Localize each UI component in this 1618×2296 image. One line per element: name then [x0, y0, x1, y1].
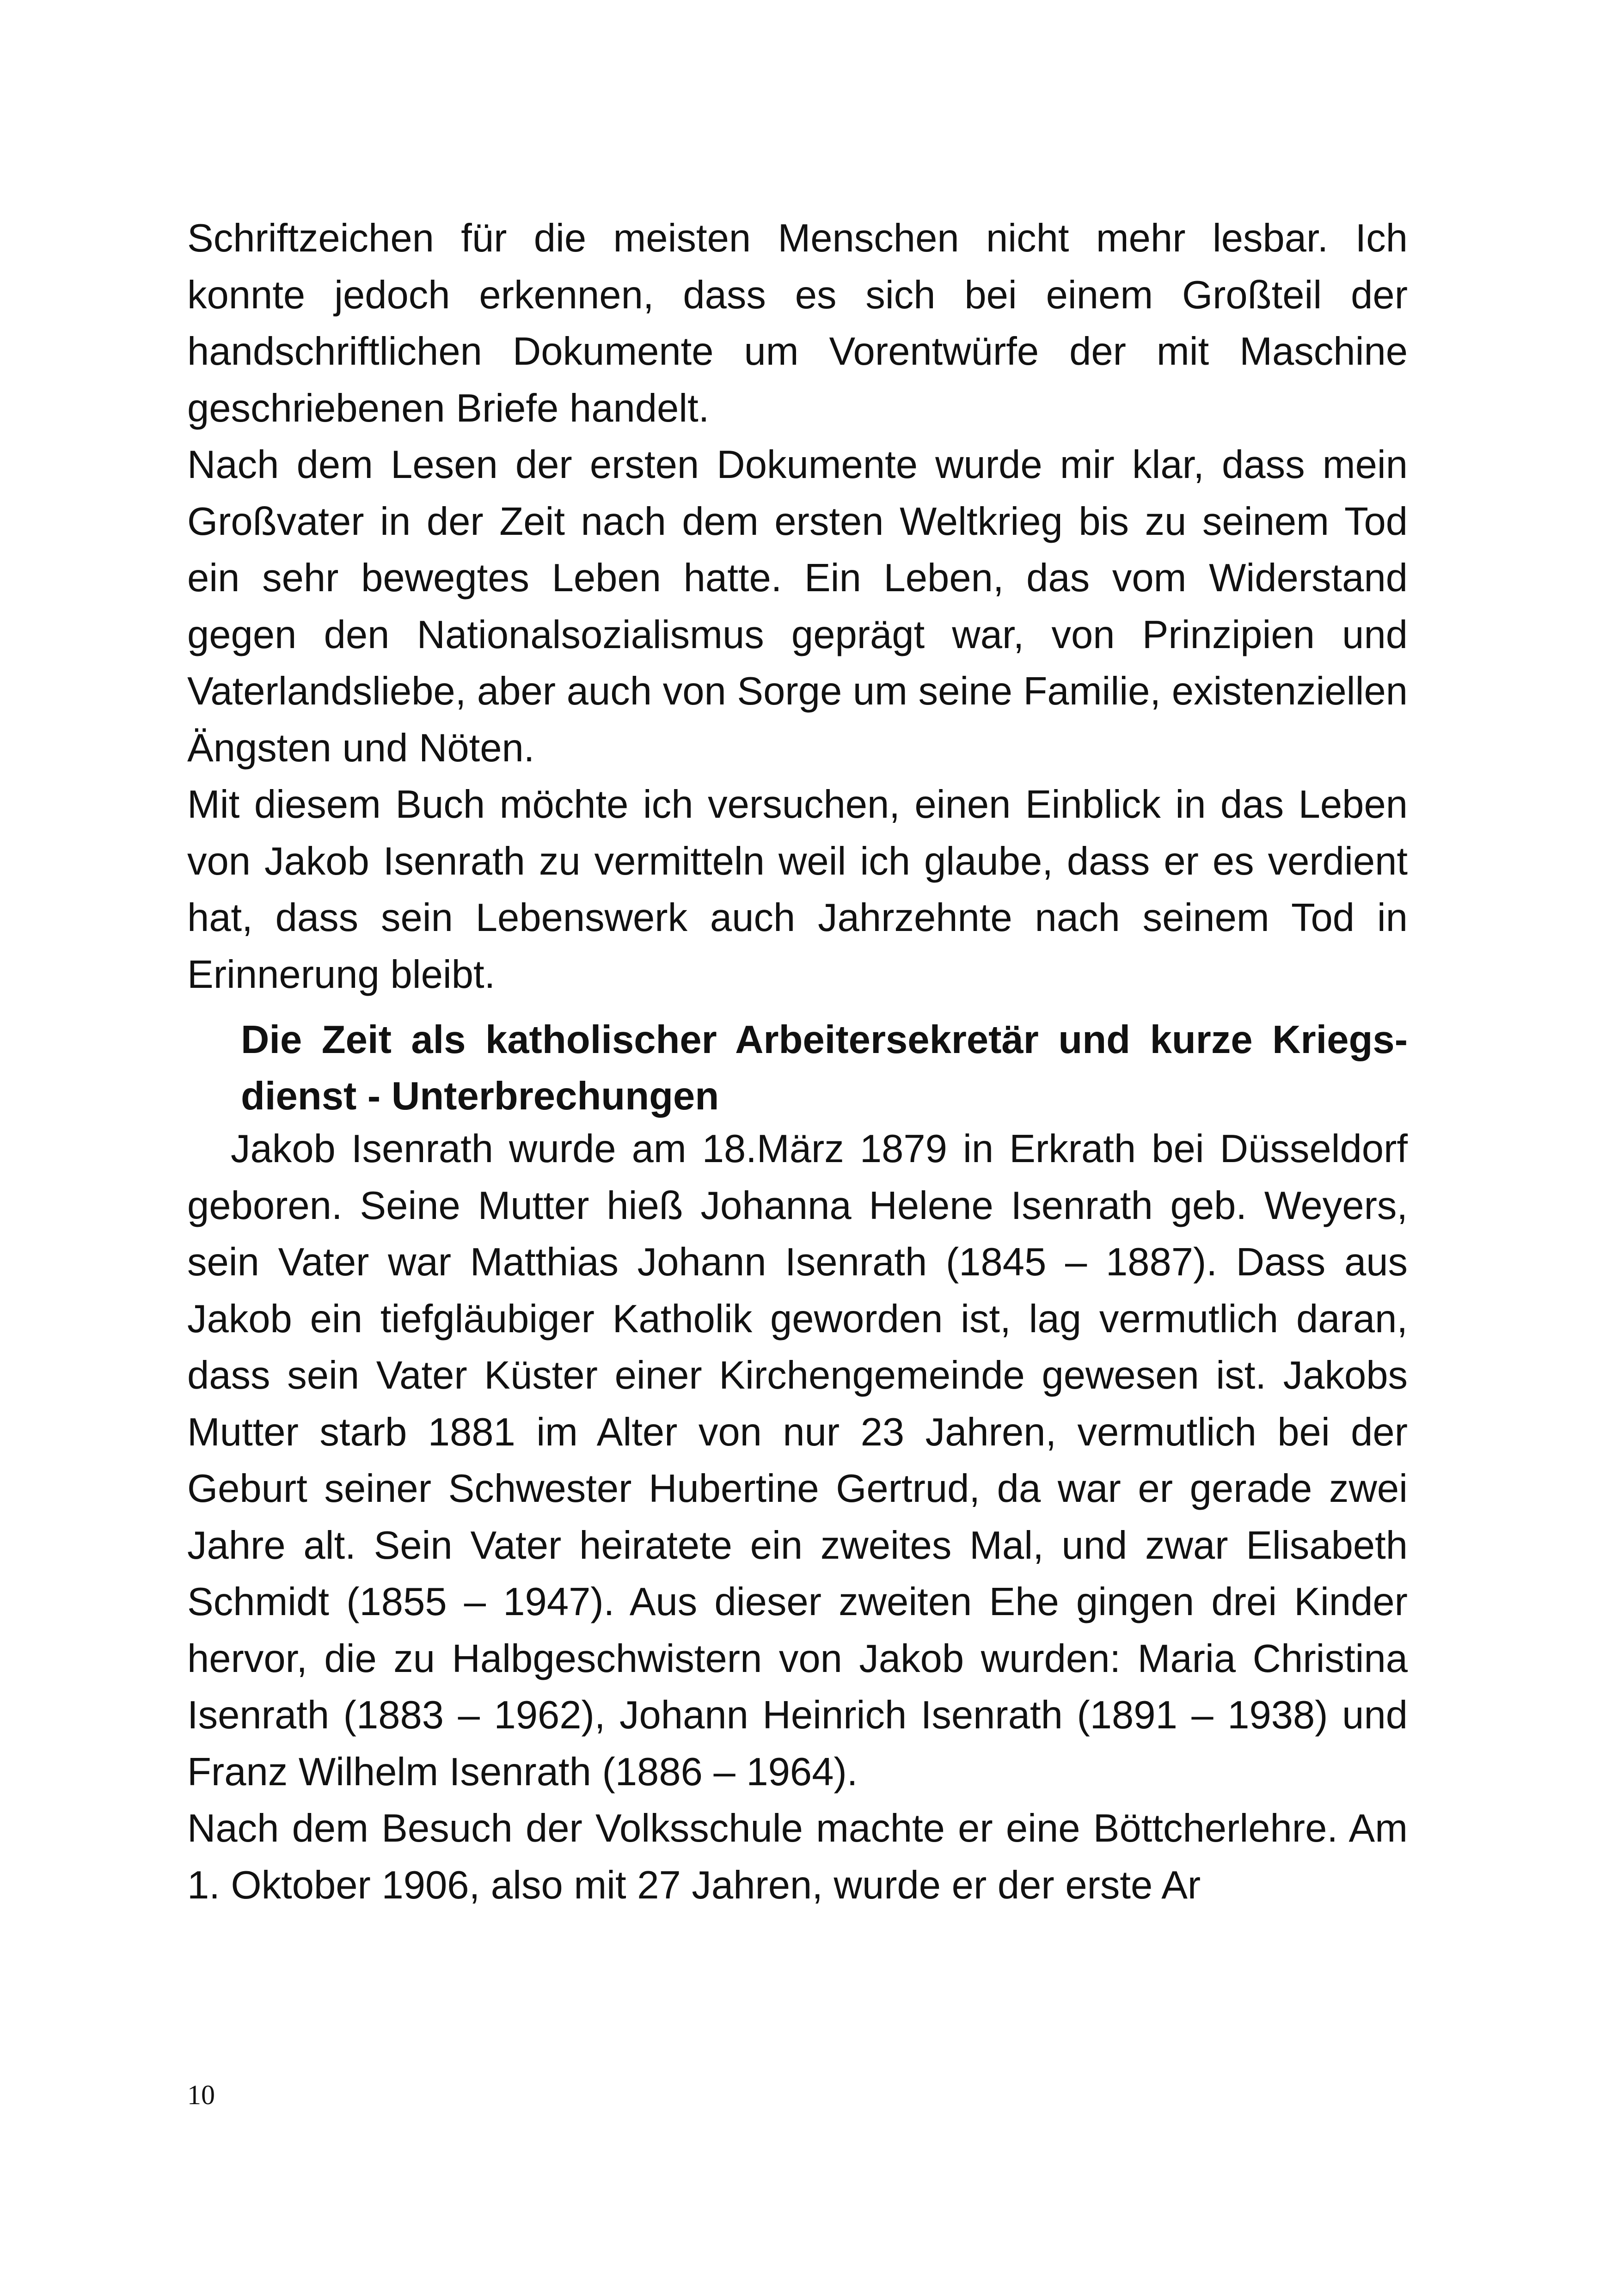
- page-number: 10: [187, 2080, 215, 2110]
- body-paragraph-1: Jakob Isenrath wurde am 18.März 1879 in Erkrath bei Düsseldorf geboren. Seine Mutter hieß Johanna Helene Isenrath geb. Weyers, sein Vater war Matthias Johann Isenrath (1845 – 1887). Dass aus Jakob ein tiefgläubiger Katholik geworden ist, lag vermutlich daran, dass sein Vater Küster einer Kirchengemeinde gewesen ist. Jakobs Mutter starb 1881 im Alter von nur 23 Jahren, vermutlich bei der Geburt seiner Schwester Hubertine Gertrud, da war er gerade zwei Jahre alt. Sein Vater heiratete ein zweites Mal, und zwar Elisabeth Schmidt (1855 – 1947). Aus dieser zweiten Ehe gingen drei Kinder hervor, die zu Halbgeschwistern von Jakob wurden: Maria Christina Isenrath (1883 – 1962), Johann Heinrich Isenrath (1891 – 1938) und Franz Wilhelm Isenrath (1886 – 1964).: [187, 1127, 1408, 1794]
- section-heading: Die Zeit als katholischer Arbeitersekretär und kurze Kriegsdienst - Unterbrechungen: [241, 1018, 1408, 1118]
- body-paragraph-2: Nach dem Besuch der Volksschule machte er eine Böttcherlehre. Am 1. Oktober 1906, also mit 27 Jahren, wurde er der erste Ar: [187, 1806, 1408, 1907]
- intro-paragraph-1: Schriftzeichen für die meisten Menschen nicht mehr lesbar. Ich konnte jedoch erkennen, dass es sich bei einem Großteil der handschriftlichen Dokumente um Vorentwürfe der mit Maschine geschriebenen Briefe handelt.: [187, 216, 1408, 430]
- intro-text: [187, 210, 1408, 1003]
- intro-paragraph-2: Nach dem Lesen der ersten Dokumente wurde mir klar, dass mein Großvater in der Zeit nach dem ersten Weltkrieg bis zu seinem Tod ein sehr bewegtes Leben hatte. Ein Leben, das vom Widerstand gegen den Nationalsozialismus geprägt war, von Prinzipien und Vaterlandsliebe, aber auch von Sorge um seine Familie, existenziellen Ängsten und Nöten.: [187, 443, 1408, 770]
- intro-paragraph-3: Mit diesem Buch möchte ich versuchen, einen Einblick in das Leben von Jakob Isenrath zu vermitteln weil ich glaube, dass er es verdient hat, dass sein Lebenswerk auch Jahrzehnte nach seinem Tod in Erinnerung bleibt.: [187, 783, 1408, 997]
- section-body: [187, 1121, 1408, 1914]
